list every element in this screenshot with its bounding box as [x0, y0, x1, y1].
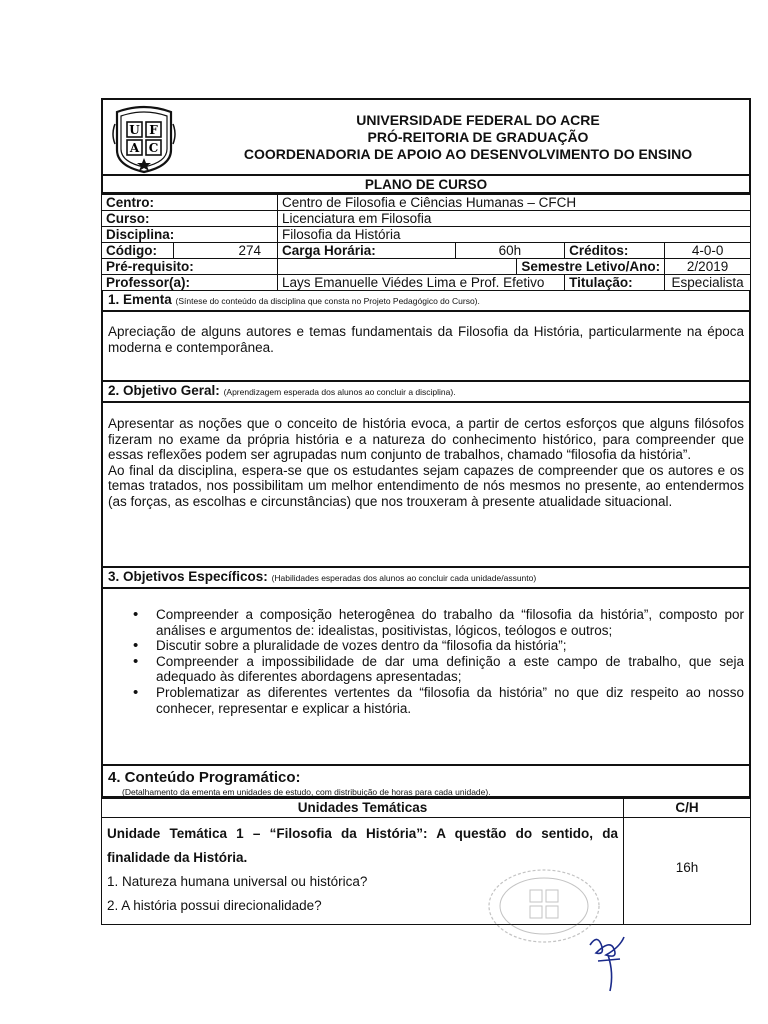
units-column-header: Unidades Temáticas: [102, 799, 624, 818]
list-item: • Problematizar as diferentes vertentes da “filosofia da história” no que diz respeito ao nosso conhecer, representar e explicar a história.: [156, 685, 744, 716]
info-row-disciplina: [102, 227, 751, 243]
objetivo-geral-heading: [101, 382, 751, 403]
conteudo-heading: [101, 766, 751, 798]
ementa-note: (Síntese do conteúdo da disciplina que consta no Projeto Pedagógico do Curso).: [175, 296, 480, 306]
curso-value: Licenciatura em Filosofia: [278, 211, 751, 227]
list-item: • Compreender a composição heterogênea do trabalho da “filosofia da história”, composto por análises e argumentos de: idealistas, positivistas, lógicos, teólogos e outros;: [156, 607, 744, 638]
objetivo-geral-paragraph-2: Ao final da disciplina, espera-se que os estudantes sejam capazes de compreender que os autores e os temas tratados, nos possibilitam um melhor entendimento de nós mesmos no presente, ao entendermos (as forças, as escolhas e circunstâncias) que nos trouxeram à presente atualidade situacional.: [108, 462, 744, 509]
ementa-title: 1. Ementa: [108, 292, 172, 307]
units-table: [101, 798, 751, 925]
units-header-row: [102, 799, 751, 818]
semestre-label: Semestre Letivo/Ano:: [517, 259, 665, 275]
info-row-curso: [102, 211, 751, 227]
disciplina-value: Filosofia da História: [278, 227, 751, 243]
info-row-prereq: [102, 259, 751, 275]
ch-column-header: C/H: [624, 799, 751, 818]
centro-label: Centro:: [102, 195, 278, 211]
prereq-label: Pré-requisito:: [102, 259, 278, 275]
conteudo-note: (Detalhamento da ementa em unidades de estudo, com distribuição de horas para cada unidade).: [122, 787, 491, 797]
creditos-value: 4-0-0: [665, 243, 751, 259]
info-row-codigo: [102, 243, 751, 259]
objetivos-list: [108, 607, 744, 716]
coordination-name: COORDENADORIA DE APOIO AO DESENVOLVIMENTO DO ENSINO: [243, 146, 693, 162]
info-row-professor: [102, 275, 751, 291]
course-plan-document: [101, 98, 751, 925]
plan-title: PLANO DE CURSO: [101, 176, 751, 194]
carga-label: Carga Horária:: [278, 243, 456, 259]
svg-text:F: F: [149, 123, 158, 137]
university-seal-icon: [111, 104, 177, 174]
titulacao-value: Especialista: [665, 275, 751, 291]
svg-text:C: C: [148, 141, 159, 155]
conteudo-title: 4. Conteúdo Programático:: [108, 769, 301, 786]
prereq-value: [278, 259, 517, 275]
curso-label: Curso:: [102, 211, 278, 227]
carga-value: 60h: [455, 243, 565, 259]
disciplina-label: Disciplina:: [102, 227, 278, 243]
list-item: • Discutir sobre a pluralidade de vozes dentro da “filosofia da história”;: [156, 638, 744, 654]
codigo-label: Código:: [102, 243, 174, 259]
list-item: • Compreender a impossibilidade de dar uma definição a este campo de trabalho, que seja adequado às diferentes abordagens apresentadas;: [156, 654, 744, 685]
document-header: [101, 98, 751, 176]
unit-1-item-1: 1. Natureza humana universal ou histórica?: [107, 874, 368, 889]
university-name: UNIVERSIDADE FEDERAL DO ACRE: [356, 112, 600, 128]
creditos-label: Créditos:: [565, 243, 665, 259]
ementa-body: [101, 312, 751, 382]
titulacao-label: Titulação:: [565, 275, 665, 291]
semestre-value: 2/2019: [665, 259, 751, 275]
pro-rectorate-name: PRÓ-REITORIA DE GRADUAÇÃO: [367, 129, 589, 145]
ementa-text: Apreciação de alguns autores e temas fundamentais da Filosofia da História, particularmente na época moderna e contemporânea.: [108, 324, 744, 355]
professor-label: Professor(a):: [102, 275, 278, 291]
objetivo-geral-title: 2. Objetivo Geral:: [108, 383, 220, 398]
objetivos-especificos-body: [101, 589, 751, 766]
unit-1-item-2: 2. A história possui direcionalidade?: [107, 898, 322, 913]
unit-1-title: Unidade Temática 1 – “Filosofia da História”: A questão do sentido, da finalidade da História.: [107, 826, 618, 865]
handwritten-signature: [584, 925, 634, 995]
svg-text:A: A: [129, 141, 140, 155]
professor-value: Lays Emanuelle Viédes Lima e Prof. Efetivo: [278, 275, 565, 291]
objetivo-geral-paragraph-1: Apresentar as noções que o conceito de história evoca, a partir de certos esforços que alguns filósofos fizeram no exame da própria história e a natureza do conhecimento histórico, para compreender que essas reflexões podem ser agrupadas num conjunto de trabalhos, chamado “filosofia da história”.: [108, 416, 744, 463]
course-info-table: [101, 194, 751, 291]
objetivos-especificos-note: (Habilidades esperadas dos alunos ao concluir cada unidade/assunto): [271, 573, 537, 583]
objetivo-geral-body: [101, 403, 751, 568]
unit-1-hours: 16h: [624, 818, 751, 925]
objetivos-especificos-title: 3. Objetivos Específicos:: [108, 569, 268, 584]
objetivos-especificos-heading: [101, 568, 751, 589]
objetivo-geral-note: (Aprendizagem esperada dos alunos ao concluir a disciplina).: [223, 387, 456, 397]
info-row-centro: [102, 195, 751, 211]
codigo-value: 274: [174, 243, 278, 259]
institution-heading: [213, 112, 743, 163]
centro-value: Centro de Filosofia e Ciências Humanas – CFCH: [278, 195, 751, 211]
ementa-heading: [101, 291, 751, 312]
table-row: [102, 818, 751, 925]
svg-text:U: U: [129, 123, 140, 137]
